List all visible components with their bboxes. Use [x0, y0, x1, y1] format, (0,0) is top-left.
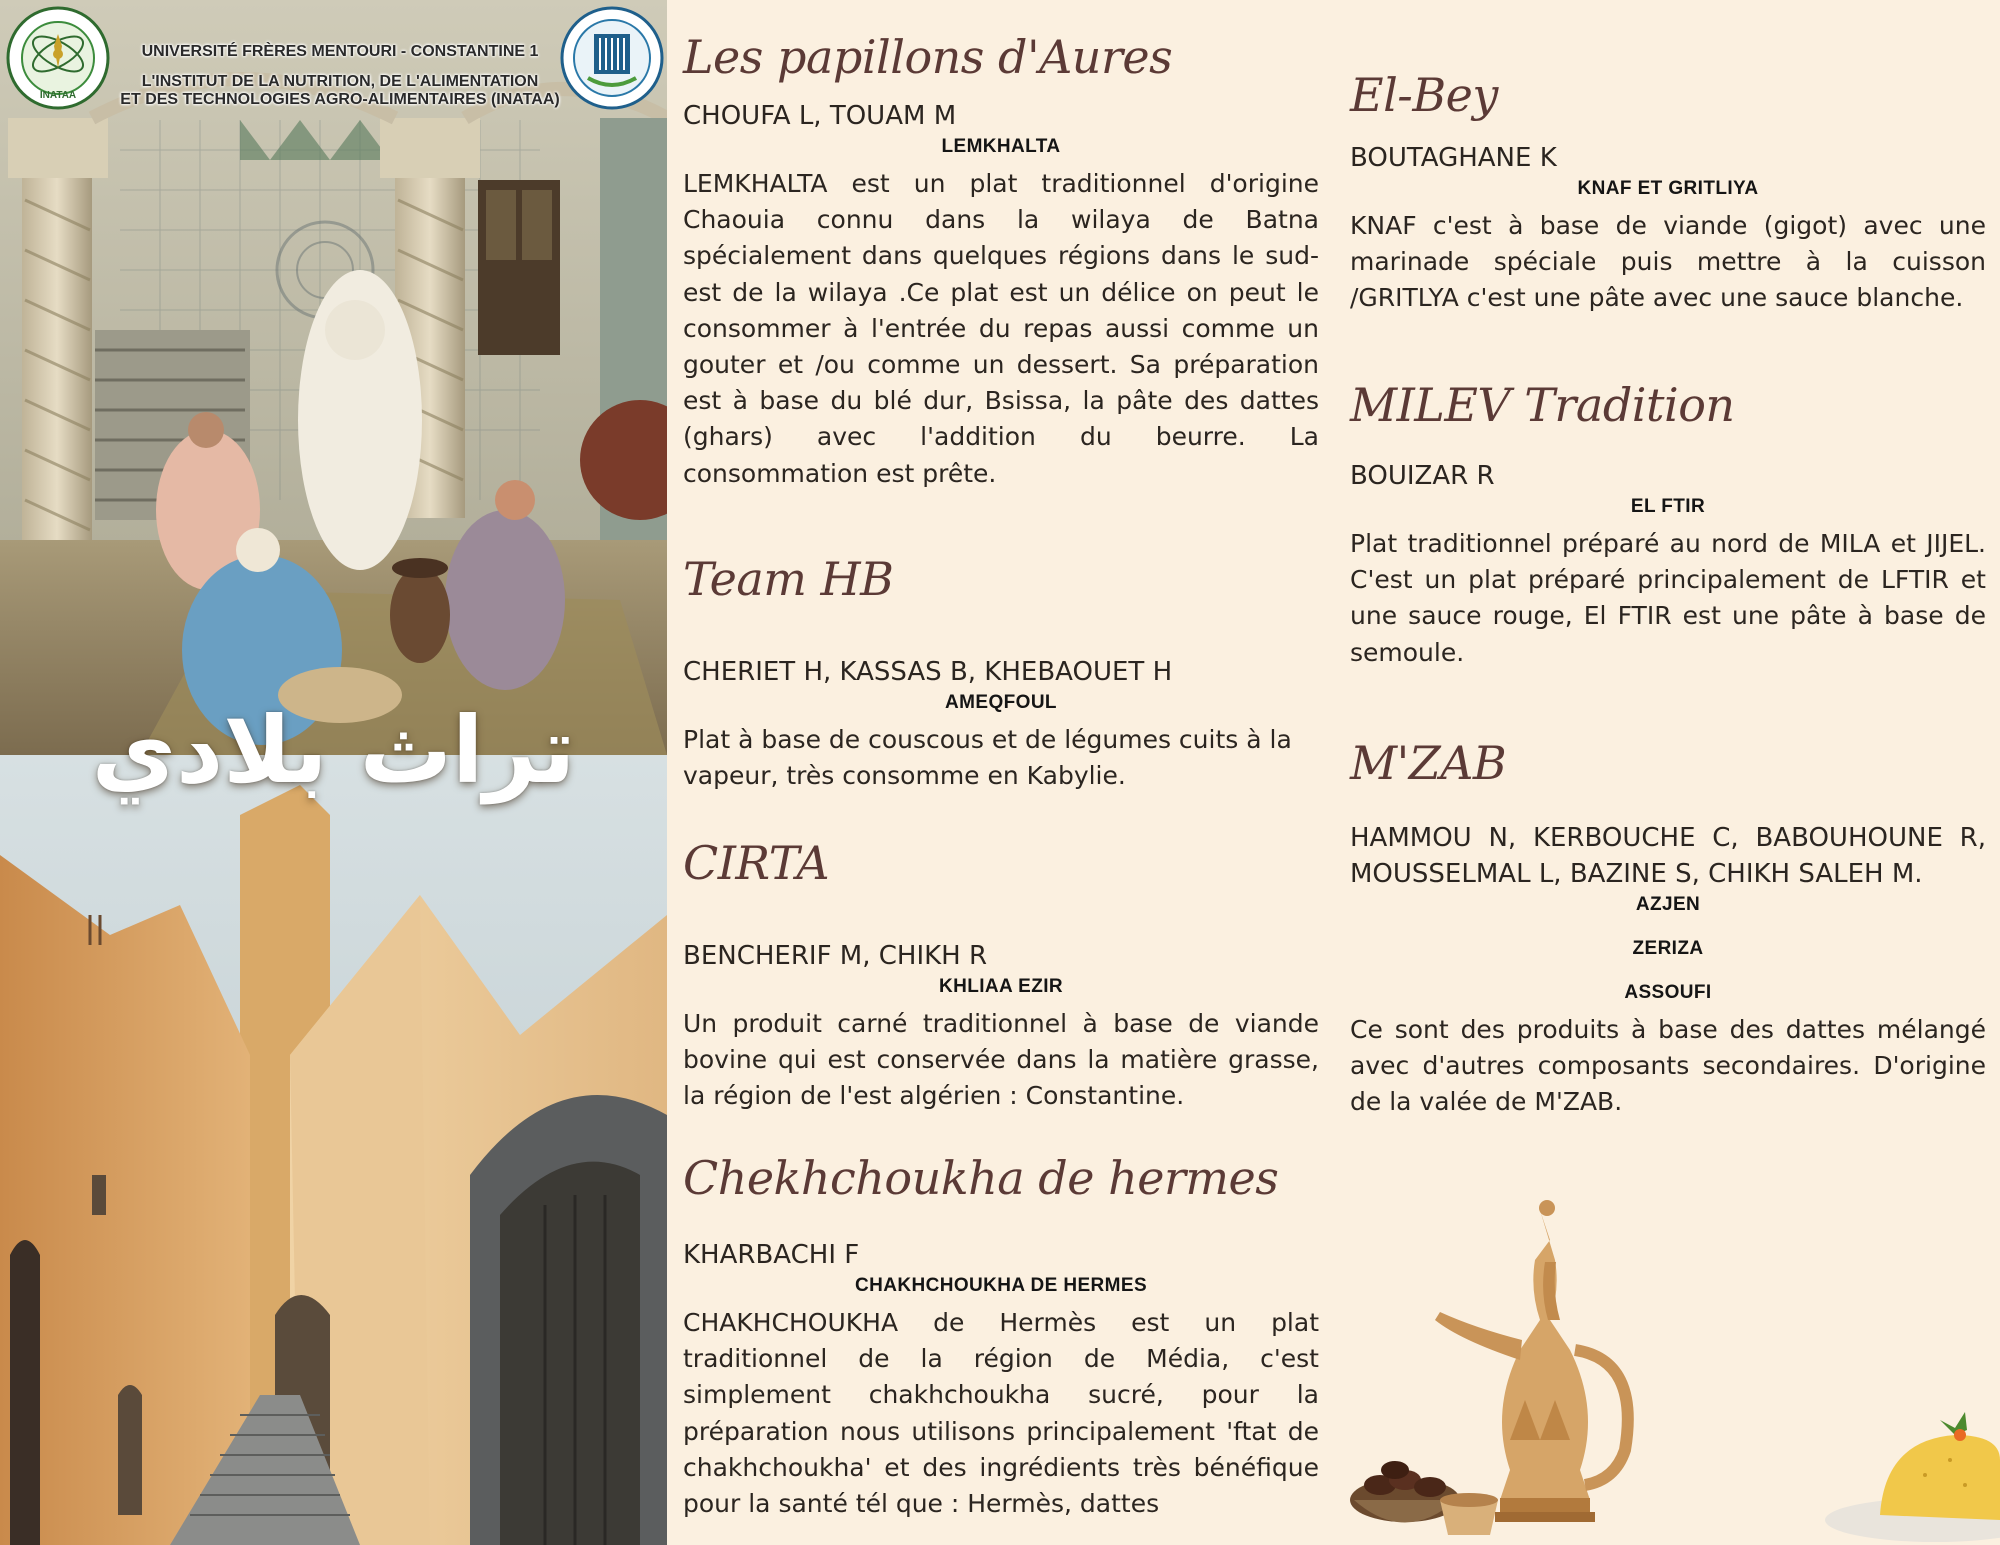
dish-name: KNAF ET GRITLIYA: [1577, 178, 1759, 199]
institute-name-line1: L'INSTITUT DE LA NUTRITION, DE L'ALIMENTATION: [141, 73, 539, 90]
dish-name: AZJEN: [1635, 894, 1701, 915]
authors: HAMMOU N, KERBOUCHE C, BABOUHOUNE R, MOUSSELMAL L, BAZINE S, CHIKH SALEH M.: [1350, 823, 1986, 889]
alley-painting: [0, 755, 667, 1545]
description: Plat à base de couscous et de légumes cuits à la vapeur, très consomme en Kabylie.: [683, 725, 1292, 791]
team-title: El-Bey: [1350, 68, 1498, 122]
section-chekhchoukha-hermes: [683, 1151, 1319, 1522]
authors: BENCHERIF M, CHIKH R: [683, 941, 988, 971]
arabic-title: تراث بلادي: [91, 697, 576, 804]
dish-name: CHAKHCHOUKHA DE HERMES: [854, 1275, 1148, 1296]
institute-name-line2: ET DES TECHNOLOGIES AGRO-ALIMENTAIRES (INATAA): [120, 91, 560, 108]
team-title: Team HB: [683, 552, 894, 606]
coffee-pot-icon: [1340, 1200, 1690, 1545]
section-mzab: [1350, 736, 1986, 1121]
university-name: UNIVERSITÉ FRÈRES MENTOURI - CONSTANTINE 1: [141, 43, 539, 60]
description: Ce sont des produits à base des dattes mélangé avec d'autres composants secondaires. D'origine de la valée de M'ZAB.: [1350, 1015, 1986, 1117]
description: KNAF c'est à base de viande (gigot) avec une marinade spéciale puis mettre à la cuisson /GRITLYA c'est une pâte avec une sauce blanche.: [1350, 211, 1986, 313]
authors: KHARBACHI F: [683, 1240, 860, 1270]
inataa-logo-icon: [6, 6, 110, 110]
dish-name: ZERIZA: [1632, 938, 1704, 959]
dish-name: KHLIAA EZIR: [938, 976, 1064, 997]
authors: CHOUFA L, TOUAM M: [683, 101, 957, 131]
left-image-panel: [0, 0, 667, 1545]
dish-name: AMEQFOUL: [945, 692, 1057, 713]
section-cirta: [683, 836, 1319, 1115]
couscous-plate-icon: [1815, 1400, 2000, 1545]
section-papillons-aures: [683, 30, 1319, 492]
header-band: [0, 0, 667, 118]
description: Plat traditionnel préparé au nord de MILA et JIJEL. C'est un plat préparé principalement de LFTIR et une sauce rouge, El FTIR est une pâte à base de semoule.: [1350, 529, 1986, 667]
authors: BOUIZAR R: [1350, 461, 1495, 491]
team-title: M'ZAB: [1350, 736, 1507, 790]
team-title: Les papillons d'Aures: [683, 30, 1173, 84]
authors: BOUTAGHANE K: [1350, 143, 1557, 173]
logo-left-text: INATAA: [39, 90, 77, 101]
team-title: CIRTA: [683, 836, 830, 890]
section-team-hb: [683, 552, 1319, 794]
authors: CHERIET H, KASSAS B, KHEBAOUET H: [683, 657, 1173, 687]
description: CHAKHCHOUKHA de Hermès est un plat traditionnel de la région de Média, c'est simplement chakhchoukha sucré, pour la préparation nous utilisons principalement 'ftat de chakhchoukha' et des ingrédients très bénéfique pour la santé tél que : Hermès, dattes: [683, 1308, 1319, 1519]
description: LEMKHALTA est un plat traditionnel d'origine Chaouia connu dans la wilaya de Batna spécialement dans quelques régions dans le sud-est de la wilaya .Ce plat est un délice on peut le consommer à l'entrée du repas aussi comme un gouter et /ou comme un dessert. Sa préparation est à base du blé dur, Bsissa, la pâte des dattes (ghars) avec l'addition du beurre. La consommation est prête.: [683, 169, 1319, 488]
team-title: MILEV Tradition: [1350, 378, 1735, 432]
dish-name: LEMKHALTA: [941, 136, 1061, 157]
section-el-bey: [1350, 68, 1986, 317]
section-milev-tradition: [1350, 378, 1986, 671]
dish-name: EL FTIR: [1630, 496, 1706, 517]
team-title: Chekhchoukha de hermes: [683, 1151, 1279, 1205]
dish-name: ASSOUFI: [1624, 982, 1712, 1003]
description: Un produit carné traditionnel à base de viande bovine qui est conservée dans la matière grasse, la région de l'est algérien : Constantine.: [683, 1009, 1319, 1111]
university-logo-icon: [560, 6, 664, 110]
